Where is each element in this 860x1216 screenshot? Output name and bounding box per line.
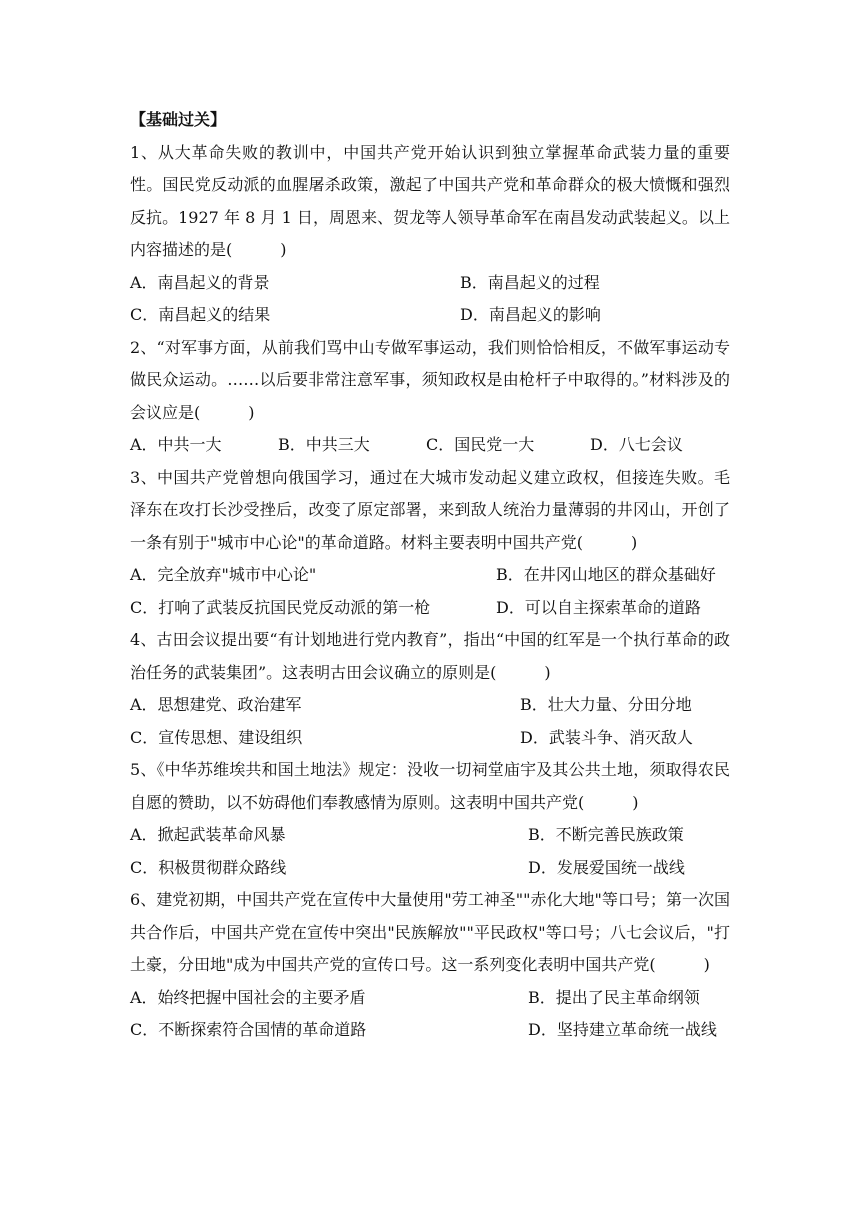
- question-5-stem: 5、《中华苏维埃共和国土地法》规定：没收一切祠堂庙宇及其公共土地，须取得农民自愿的赞助，以不妨碍他们奉教感情为原则。这表明中国共产党( ): [130, 760, 730, 812]
- question-2-option-a[interactable]: A．中共一大: [130, 435, 222, 454]
- question-2-option-d[interactable]: D．八七会议: [590, 435, 683, 454]
- question-3-option-c[interactable]: C．打响了武装反抗国民党反动派的第一枪: [130, 597, 431, 617]
- question-1-option-c[interactable]: C．南昌起义的结果: [130, 305, 271, 324]
- question-1-option-a[interactable]: A．南昌起义的背景: [130, 272, 270, 292]
- question-4-option-a[interactable]: A．思想建党、政治建军: [130, 695, 302, 714]
- question-6-options-row-2: [130, 1014, 730, 1047]
- question-4-option-b[interactable]: B．壮大力量、分田分地: [520, 695, 692, 714]
- question-section: [130, 104, 730, 1047]
- question-5-option-a[interactable]: A．掀起武装革命风暴: [130, 825, 286, 844]
- question-3-stem: 3、中国共产党曾想向俄国学习，通过在大城市发动起义建立政权，但接连失败。毛泽东在攻打长沙受挫后，改变了原定部署，来到敌人统治力量薄弱的井冈山，开创了一条有别于"城市中心论"的革命道路。材料主要表明中国共产党( ): [130, 467, 730, 552]
- question-4-options-row-2: [130, 722, 730, 755]
- question-6-stem: 6、建党初期，中国共产党在宣传中大量使用"劳工神圣""赤化大地"等口号；第一次国共合作后，中国共产党在宣传中突出"民族解放""平民政权"等口号；八七会议后，"打土豪，分田地"成为中国共产党的宣传口号。这一系列变化表明中国共产党( ): [130, 890, 730, 974]
- question-5-option-d[interactable]: D．发展爱国统一战线: [528, 857, 685, 877]
- question-3-option-b[interactable]: B．在井冈山地区的群众基础好: [496, 565, 716, 584]
- question-4-option-c[interactable]: C．宣传思想、建设组织: [130, 727, 303, 747]
- question-6-option-a[interactable]: A．始终把握中国社会的主要矛盾: [130, 987, 366, 1007]
- question-6-option-d[interactable]: D．坚持建立革命统一战线: [528, 1020, 717, 1039]
- question-5-options-row-2: [130, 852, 730, 885]
- question-1-options-row-1: [130, 267, 730, 300]
- section-title: 【基础过关】: [130, 110, 227, 129]
- question-1-option-d[interactable]: D．南昌起义的影响: [460, 305, 601, 324]
- question-5-option-c[interactable]: C．积极贯彻群众路线: [130, 857, 287, 877]
- question-3-option-a[interactable]: A．完全放弃"城市中心论": [130, 565, 317, 584]
- question-3-option-d[interactable]: D．可以自主探索革命的道路: [496, 597, 701, 617]
- question-6-option-b[interactable]: B．提出了民主革命纲领: [528, 987, 700, 1007]
- question-6-options-row-1: [130, 982, 730, 1015]
- question-2-option-c[interactable]: C．国民党一大: [426, 435, 535, 454]
- question-2-option-b[interactable]: B．中共三大: [278, 435, 370, 454]
- question-2-options-row: [130, 429, 730, 462]
- question-3-options-row-2: [130, 592, 730, 625]
- question-1-option-b[interactable]: B．南昌起义的过程: [460, 272, 600, 292]
- question-1-options-row-2: [130, 299, 730, 332]
- question-2-stem: 2、“对军事方面，从前我们骂中山专做军事运动，我们则恰恰相反，不做军事运动专做民众运动。……以后要非常注意军事，须知政权是由枪杆子中取得的。”材料涉及的会议应是( ): [130, 337, 730, 422]
- question-6-option-c[interactable]: C．不断探索符合国情的革命道路: [130, 1020, 367, 1039]
- question-5-options-row-1: [130, 819, 730, 852]
- question-4-stem: 4、古田会议提出要“有计划地进行党内教育”，指出“中国的红军是一个执行革命的政治任务的武装集团”。这表明古田会议确立的原则是( ): [130, 630, 730, 682]
- question-4-options-row-1: [130, 689, 730, 722]
- question-3-options-row-1: [130, 559, 730, 592]
- question-1-stem: 1、从大革命失败的教训中，中国共产党开始认识到独立掌握革命武装力量的重要性。国民党反动派的血腥屠杀政策，激起了中国共产党和革命群众的极大愤慨和强烈反抗。1927 年 8 月 1 日，周恩来、贺龙等人领导革命军在南昌发动武装起义。以上内容描述的是( ): [130, 142, 730, 259]
- question-4-option-d[interactable]: D．武装斗争、消灭敌人: [520, 727, 693, 747]
- question-5-option-b[interactable]: B．不断完善民族政策: [528, 825, 684, 844]
